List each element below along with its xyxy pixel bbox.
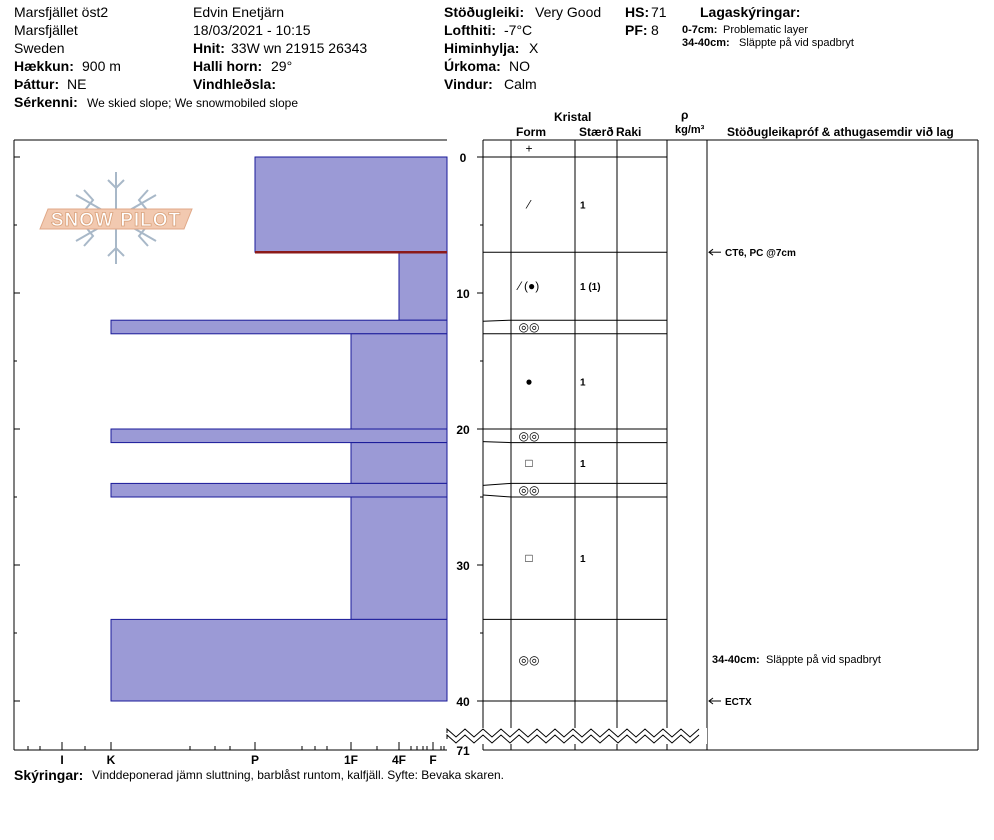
region-name: Marsfjället xyxy=(14,22,78,38)
location-name: Marsfjället öst2 xyxy=(14,4,109,20)
depth-tick-label: 20 xyxy=(456,423,470,437)
air-temp-value: -7°C xyxy=(504,22,533,38)
comments-label: Skýringar: xyxy=(14,767,84,783)
hs-value: 71 xyxy=(651,4,667,20)
stability-test-label: CT6, PC @7cm xyxy=(725,248,796,260)
depth-tick-label: 30 xyxy=(456,559,470,573)
grain-size-value: 1 xyxy=(580,459,586,470)
depth-tick-label: 40 xyxy=(456,695,470,709)
stability-label: Stöðugleiki: xyxy=(444,4,525,20)
layer-comment-range: 34-40cm: xyxy=(712,654,760,667)
hardness-layer-bar xyxy=(351,443,447,484)
depth-tick-label: 71 xyxy=(456,744,470,758)
hardness-layer-bar xyxy=(351,497,447,619)
coords-value: 33W wn 21915 26343 xyxy=(231,40,368,56)
hardness-tick-label: I xyxy=(60,753,64,767)
axis-break-mask xyxy=(447,728,707,744)
country-name: Sweden xyxy=(14,40,65,56)
layer-note-range: 0-7cm: xyxy=(682,24,718,36)
grain-form-symbol: + xyxy=(525,141,533,156)
stability-tests-header: Stöðugleikapróf & athugasemdir við lag xyxy=(727,125,954,139)
grain-form-symbol: ◎◎ xyxy=(518,428,540,443)
grain-form-symbol: ◎◎ xyxy=(518,653,540,668)
hardness-tick-label: 1F xyxy=(343,753,359,767)
wind-loading-label: Vindhleðsla: xyxy=(193,76,276,92)
hs-label: HS: xyxy=(625,4,650,20)
grain-size-value: 1 (1) xyxy=(580,282,601,294)
aspect-label: Þáttur: xyxy=(14,76,60,92)
sky-value: X xyxy=(529,40,539,56)
sky-label: Himinhylja: xyxy=(444,40,520,56)
grain-form-symbol: ⁄ (●) xyxy=(518,279,540,294)
observation-datetime: 18/03/2021 - 10:15 xyxy=(193,22,311,38)
slope-value: 29° xyxy=(271,58,293,74)
wind-label: Vindur: xyxy=(444,76,493,92)
grain-form-symbol: □ xyxy=(525,456,533,470)
coords-label: Hnit: xyxy=(193,40,225,56)
crystal-header: Kristal xyxy=(554,110,592,124)
layer-notes-title: Lagaskýringar: xyxy=(700,4,801,20)
hardness-tick-label: F xyxy=(429,753,437,767)
slope-label: Halli horn: xyxy=(193,58,263,74)
hardness-layer-bar xyxy=(111,483,447,497)
connector-line xyxy=(483,483,511,485)
remarks-value: We skied slope; We snowmobiled slope xyxy=(87,96,298,110)
pf-label: PF: xyxy=(625,22,648,38)
layer-note-text: Släppte på vid spadbryt xyxy=(739,37,854,49)
grain-size-value: 1 xyxy=(580,554,586,566)
hardness-layer-bar xyxy=(351,334,447,429)
grain-form-symbol: □ xyxy=(525,551,533,566)
depth-tick-label: 10 xyxy=(456,287,470,301)
pf-value: 8 xyxy=(651,22,659,38)
elevation-label: Hækkun: xyxy=(14,58,74,74)
wind-value: Calm xyxy=(504,76,537,92)
layer-note-range: 34-40cm: xyxy=(682,37,730,49)
stability-test-label: ECTX xyxy=(725,697,752,708)
density-symbol: ρ xyxy=(681,108,689,122)
logo-text: SNOW PILOT xyxy=(50,210,182,231)
elevation-value: 900 m xyxy=(82,58,121,74)
observer-name: Edvin Enetjärn xyxy=(193,4,285,20)
snowpilot-logo xyxy=(40,172,192,264)
size-header: Stærð xyxy=(579,125,614,139)
hardness-layer-bar xyxy=(399,252,447,320)
connector-line xyxy=(483,320,511,321)
grain-size-value: 1 xyxy=(580,200,586,212)
connector-line xyxy=(483,442,511,443)
hardness-layer-bar xyxy=(255,157,447,252)
aspect-value: NE xyxy=(67,76,87,92)
grain-form-symbol: ⁄ xyxy=(527,197,531,212)
density-unit: kg/m³ xyxy=(675,124,705,136)
layer-comment-text: Släppte på vid spadbryt xyxy=(766,654,881,667)
grain-form-symbol: ◎◎ xyxy=(518,320,540,334)
precip-value: NO xyxy=(509,58,530,74)
depth-tick-label: 0 xyxy=(459,151,467,165)
hardness-layer-bar xyxy=(111,320,447,334)
wetness-header: Raki xyxy=(616,125,642,139)
remarks-label: Sérkenni: xyxy=(14,94,78,110)
grain-form-symbol: ◎◎ xyxy=(518,483,540,498)
air-temp-label: Lofthiti: xyxy=(444,22,497,38)
form-header: Form xyxy=(516,125,546,139)
connector-line xyxy=(483,495,511,497)
grain-form-symbol: ● xyxy=(525,374,533,389)
hardness-layer-bar xyxy=(111,429,447,443)
layer-note-text: Problematic layer xyxy=(723,24,808,36)
precip-label: Úrkoma: xyxy=(444,58,501,74)
hardness-layer-bar xyxy=(111,619,447,701)
comments-value: Vinddeponerad jämn sluttning, barblåst runtom, kalfjäll. Syfte: Bevaka skaren. xyxy=(92,768,505,782)
hardness-tick-label: K xyxy=(106,753,116,767)
grain-size-value: 1 xyxy=(580,377,586,389)
hardness-tick-label: P xyxy=(250,753,260,767)
hardness-tick-label: 4F xyxy=(391,753,407,767)
stability-value: Very Good xyxy=(535,4,602,20)
